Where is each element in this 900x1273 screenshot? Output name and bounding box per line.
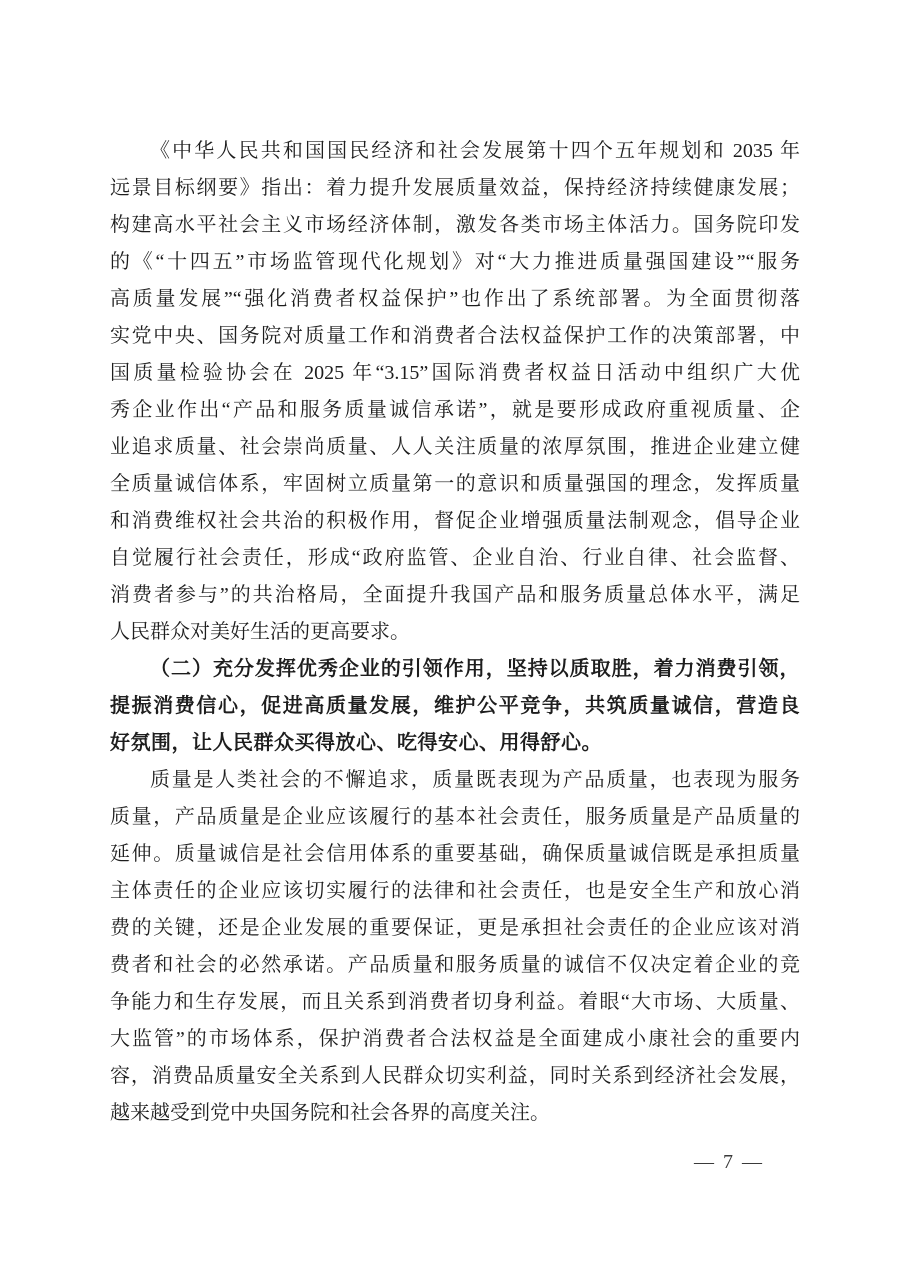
text-line: 人民群众对美好生活的更高要求。: [110, 621, 410, 643]
text-line: 好氛围，让人民群众买得放心、吃得安心、用得舒心。: [110, 732, 602, 754]
page-number: — 7 —: [694, 1151, 764, 1173]
text-line: （二）充分发挥优秀企业的引领作用，坚持以质取胜，着力消费引领，: [150, 658, 800, 680]
text-line: 《中华人民共和国国民经济和社会发展第十四个五年规划和 2035 年: [150, 140, 800, 162]
text-line: 全质量诚信体系，牢固树立质量第一的意识和质量强国的理念，发挥质量: [110, 473, 800, 495]
text-line: 的《“十四五”市场监管现代化规划》对“大力推进质量强国建设”“服务: [110, 251, 800, 273]
document-body: [110, 133, 800, 1132]
text-line: 质量是人类社会的不懈追求，质量既表现为产品质量，也表现为服务: [150, 769, 800, 791]
text-line: 费者和社会的必然承诺。产品质量和服务质量的诚信不仅决定着企业的竞: [110, 954, 800, 976]
text-line: 延伸。质量诚信是社会信用体系的重要基础，确保质量诚信既是承担质量: [110, 843, 800, 865]
text-line: 国质量检验协会在 2025 年“3.15”国际消费者权益日活动中组织广大优: [110, 362, 800, 384]
text-line: 高质量发展”“强化消费者权益保护”也作出了系统部署。为全面贯彻落: [110, 288, 800, 310]
text-line: 容，消费品质量安全关系到人民群众切实利益，同时关系到经济社会发展，: [110, 1065, 800, 1087]
text-line: 越来越受到党中央国务院和社会各界的高度关注。: [110, 1102, 550, 1124]
text-line: 远景目标纲要》指出：着力提升发展质量效益，保持经济持续健康发展；: [110, 177, 800, 199]
text-line: 质量，产品质量是企业应该履行的基本社会责任，服务质量是产品质量的: [110, 806, 800, 828]
text-line: 争能力和生存发展，而且关系到消费者切身利益。着眼“大市场、大质量、: [110, 991, 800, 1013]
text-line: 自觉履行社会责任，形成“政府监管、企业自治、行业自律、社会监督、: [110, 547, 800, 569]
text-line: 消费者参与”的共治格局，全面提升我国产品和服务质量总体水平，满足: [110, 584, 800, 606]
text-line: 构建高水平社会主义市场经济体制，激发各类市场主体活力。国务院印发: [110, 214, 800, 236]
text-line: 业追求质量、社会崇尚质量、人人关注质量的浓厚氛围，推进企业建立健: [110, 436, 800, 458]
text-line: 主体责任的企业应该切实履行的法律和社会责任，也是安全生产和放心消: [110, 880, 800, 902]
text-line: 费的关键，还是企业发展的重要保证，更是承担社会责任的企业应该对消: [110, 917, 800, 939]
text-line: 秀企业作出“产品和服务质量诚信承诺”，就是要形成政府重视质量、企: [110, 399, 800, 421]
text-line: 大监管”的市场体系，保护消费者合法权益是全面建成小康社会的重要内: [110, 1028, 800, 1050]
text-line: 提振消费信心，促进高质量发展，维护公平竞争，共筑质量诚信，营造良: [110, 695, 800, 717]
text-line: 实党中央、国务院对质量工作和消费者合法权益保护工作的决策部署，中: [110, 325, 800, 347]
text-line: 和消费维权社会共治的积极作用，督促企业增强质量法制观念，倡导企业: [110, 510, 800, 532]
